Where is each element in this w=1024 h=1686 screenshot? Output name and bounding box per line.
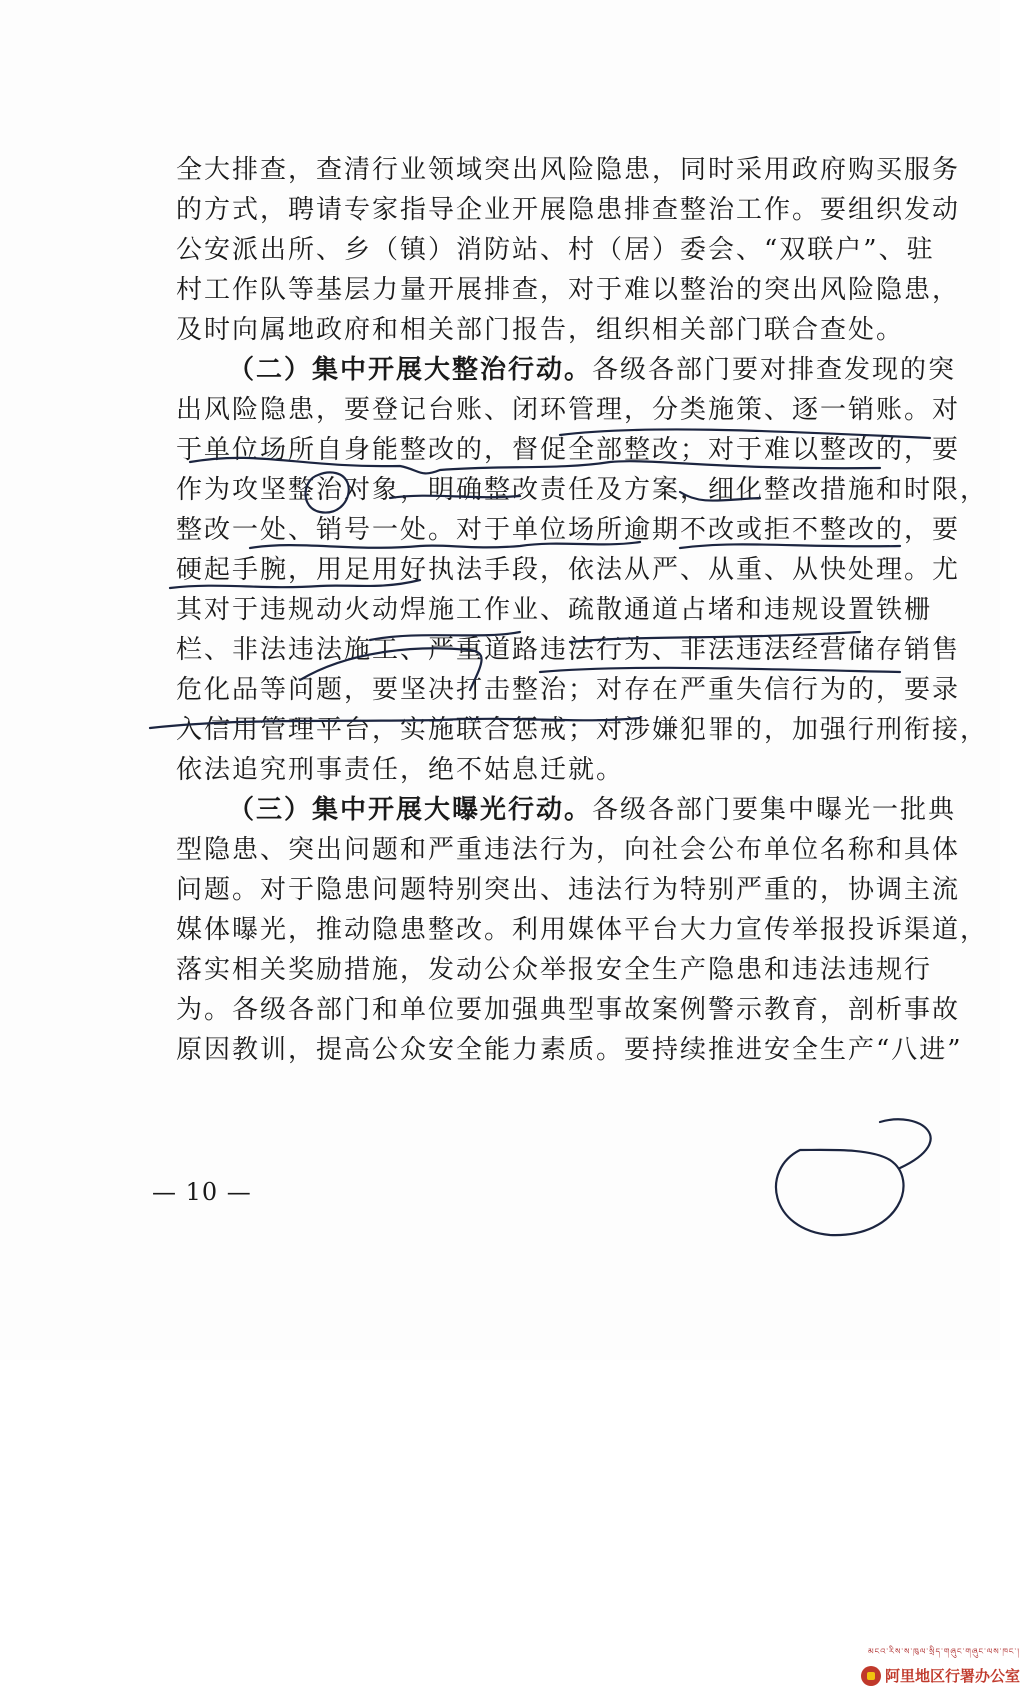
body-line: 媒体曝光，推动隐患整改。利用媒体平台大力宣传举报投诉渠道， [176, 915, 989, 945]
body-line: 作为攻坚整治对象，明确整改责任及方案，细化整改措施和时限， [176, 475, 989, 505]
page-number: — 10 — [152, 1178, 252, 1206]
body-line: 依法追究刑事责任，绝不姑息迁就。 [176, 755, 625, 785]
section-3-heading: （三）集中开展大曝光行动。 [228, 795, 593, 825]
body-line: 整改一处、销号一处。对于单位场所逾期不改或拒不整改的，要 [176, 515, 961, 545]
body-line: 的方式，聘请专家指导企业开展隐患排查整治工作。要组织发动 [176, 195, 961, 225]
section-2-first-text: 各级各部门要对排查发现的突 [592, 355, 957, 385]
body-line: 村工作队等基层力量开展排查，对于难以整治的突出风险隐患， [176, 275, 961, 305]
body-line: 及时向属地政府和相关部门报告，组织相关部门联合查处。 [176, 315, 905, 345]
section-2-heading: （二）集中开展大整治行动。 [228, 355, 593, 385]
footer-tibetan-text: མངའ་རིས་ས་ཁུལ་སྲིད་གཞུང་གཞུང་ལས་ཁང་། [868, 1647, 1020, 1656]
section-3-first-text: 各级各部门要集中曝光一批典 [592, 795, 957, 825]
body-line: 其对于违规动火动焊施工作业、疏散通道占堵和违规设置铁栅 [176, 595, 933, 625]
body-line: 栏、非法违法施工、严重道路违法行为、非法违法经营储存销售 [176, 635, 961, 665]
body-line: 入信用管理平台，实施联合惩戒；对涉嫌犯罪的，加强行刑衔接， [176, 715, 989, 745]
pen-underline [880, 1119, 931, 1168]
body-line: 落实相关奖励措施，发动公众举报安全生产隐患和违法违规行 [176, 955, 933, 985]
body-line: 于单位场所自身能整改的，督促全部整改；对于难以整改的，要 [176, 435, 961, 465]
body-line: 全大排查，查清行业领域突出风险隐患，同时采用政府购买服务 [176, 155, 961, 185]
body-line: 原因教训，提高公众安全能力素质。要持续推进安全生产“八进” [176, 1035, 963, 1065]
footer-row [861, 1665, 1020, 1686]
body-line: 出风险隐患，要登记台账、闭环管理，分类施策、逐一销账。对 [176, 395, 961, 425]
emblem-star [867, 1672, 875, 1680]
emblem-icon [861, 1666, 881, 1686]
body-line: 公安派出所、乡（镇）消防站、村（居）委会、“双联户”、驻 [176, 235, 935, 265]
body-line: 型隐患、突出问题和严重违法行为，向社会公布单位名称和具体 [176, 835, 961, 865]
section-3-first-line [176, 790, 957, 830]
pen-circle [776, 1150, 904, 1235]
footer-office-name: 阿里地区行署办公室 [884, 1667, 1020, 1685]
body-line: 问题。对于隐患问题特别突出、违法行为特别严重的，协调主流 [176, 875, 961, 905]
document-body [176, 150, 989, 1070]
section-2-first-line [176, 350, 957, 390]
footer-watermark [820, 1642, 1020, 1685]
body-line: 为。各级各部门和单位要加强典型事故案例警示教育，剖析事故 [176, 995, 961, 1025]
body-line: 硬起手腕，用足用好执法手段，依法从严、从重、从快处理。尤 [176, 555, 961, 585]
body-line: 危化品等问题，要坚决打击整治；对存在严重失信行为的，要录 [176, 675, 961, 705]
